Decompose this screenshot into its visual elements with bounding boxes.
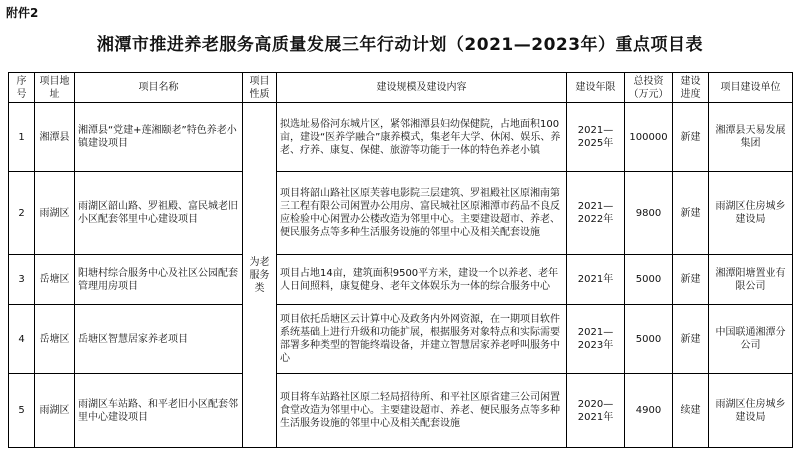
cell-name: 岳塘区智慧居家养老项目: [75, 305, 243, 374]
cell-scale: 项目占地14亩，建筑面积9500平方米，建设一个以养老、老年人日间照料，康复健身、老年文体娱乐为一体的综合服务中心: [277, 255, 567, 305]
cell-seq: 2: [9, 172, 35, 255]
cell-category: 为老服务类: [243, 103, 277, 448]
cell-investment: 100000: [625, 103, 673, 172]
cell-name: 湘潭县“党建+莲湘颐老”特色养老小镇建设项目: [75, 103, 243, 172]
cell-unit: 湘潭县天易发展集团: [709, 103, 793, 172]
cell-seq: 3: [9, 255, 35, 305]
cell-seq: 5: [9, 374, 35, 448]
header-scale: 建设规模及建设内容: [277, 73, 567, 103]
cell-unit: 雨湖区住房城乡建设局: [709, 172, 793, 255]
cell-investment: 5000: [625, 305, 673, 374]
attachment-label: 附件2: [6, 6, 39, 20]
header-nature: 项目性质: [243, 73, 277, 103]
cell-scale: 项目依托岳塘区云计算中心及政务内外网资源，在一期项目软件系统基础上进行升级和功能扩展，根据服务对象特点和实际需要部署多种类型的智能终端设备，并建立智慧居家养老呼叫服务中心: [277, 305, 567, 374]
table-header-row: [9, 73, 793, 103]
cell-name: 雨湖区车站路、和平老旧小区配套邻里中心建设项目: [75, 374, 243, 448]
cell-progress: 续建: [673, 374, 709, 448]
cell-scale: 项目将韶山路社区原芙蓉电影院三层建筑、罗祖殿社区原湘南第三工程有限公司闲置办公用房、富民城社区原湘潭市药品不良反应检验中心闲置办公楼改造为邻里中心。主要建设超市、养老、便民服务点等多种生活服务设施的邻里中心及相关配套设施: [277, 172, 567, 255]
project-table: [8, 72, 793, 448]
cell-location: 岳塘区: [35, 305, 75, 374]
cell-location: 雨湖区: [35, 374, 75, 448]
cell-unit: 中国联通湘潭分公司: [709, 305, 793, 374]
table-row: [9, 103, 793, 172]
cell-seq: 1: [9, 103, 35, 172]
table-row: [9, 305, 793, 374]
header-unit: 项目建设单位: [709, 73, 793, 103]
cell-progress: 新建: [673, 103, 709, 172]
table-row: [9, 255, 793, 305]
cell-progress: 新建: [673, 305, 709, 374]
cell-unit: 湘潭阳塘置业有限公司: [709, 255, 793, 305]
table-row: [9, 374, 793, 448]
cell-progress: 新建: [673, 172, 709, 255]
cell-scale: 拟选址易俗河东城片区，紧邻湘潭县妇幼保健院，占地面积100亩，建设“医养学融合”康养模式，集老年大学、休闲、娱乐、养老、疗养、康复、保健、旅游等功能于一体的特色养老小镇: [277, 103, 567, 172]
cell-period: 2021年: [567, 255, 625, 305]
header-investment: 总投资（万元）: [625, 73, 673, 103]
header-name: 项目名称: [75, 73, 243, 103]
header-progress: 建设进度: [673, 73, 709, 103]
cell-investment: 5000: [625, 255, 673, 305]
cell-period: 2021—2025年: [567, 103, 625, 172]
cell-period: 2021—2023年: [567, 305, 625, 374]
cell-name: 阳塘村综合服务中心及社区公园配套管理用房项目: [75, 255, 243, 305]
cell-period: 2020—2021年: [567, 374, 625, 448]
header-seq: 序号: [9, 73, 35, 103]
cell-investment: 4900: [625, 374, 673, 448]
cell-location: 雨湖区: [35, 172, 75, 255]
cell-location: 岳塘区: [35, 255, 75, 305]
cell-unit: 雨湖区住房城乡建设局: [709, 374, 793, 448]
document-title: 湘潭市推进养老服务高质量发展三年行动计划（2021—2023年）重点项目表: [96, 35, 704, 55]
cell-progress: 新建: [673, 255, 709, 305]
cell-investment: 9800: [625, 172, 673, 255]
cell-seq: 4: [9, 305, 35, 374]
cell-period: 2021—2022年: [567, 172, 625, 255]
header-location: 项目地址: [35, 73, 75, 103]
cell-scale: 项目将车站路社区原二轻局招待所、和平社区原省建三公司闲置食堂改造为邻里中心。主要建设超市、养老、便民服务点等多种生活服务设施的邻里中心及相关配套设施: [277, 374, 567, 448]
cell-name: 雨湖区韶山路、罗祖殿、富民城老旧小区配套邻里中心建设项目: [75, 172, 243, 255]
header-period: 建设年限: [567, 73, 625, 103]
table-row: [9, 172, 793, 255]
cell-location: 湘潭县: [35, 103, 75, 172]
